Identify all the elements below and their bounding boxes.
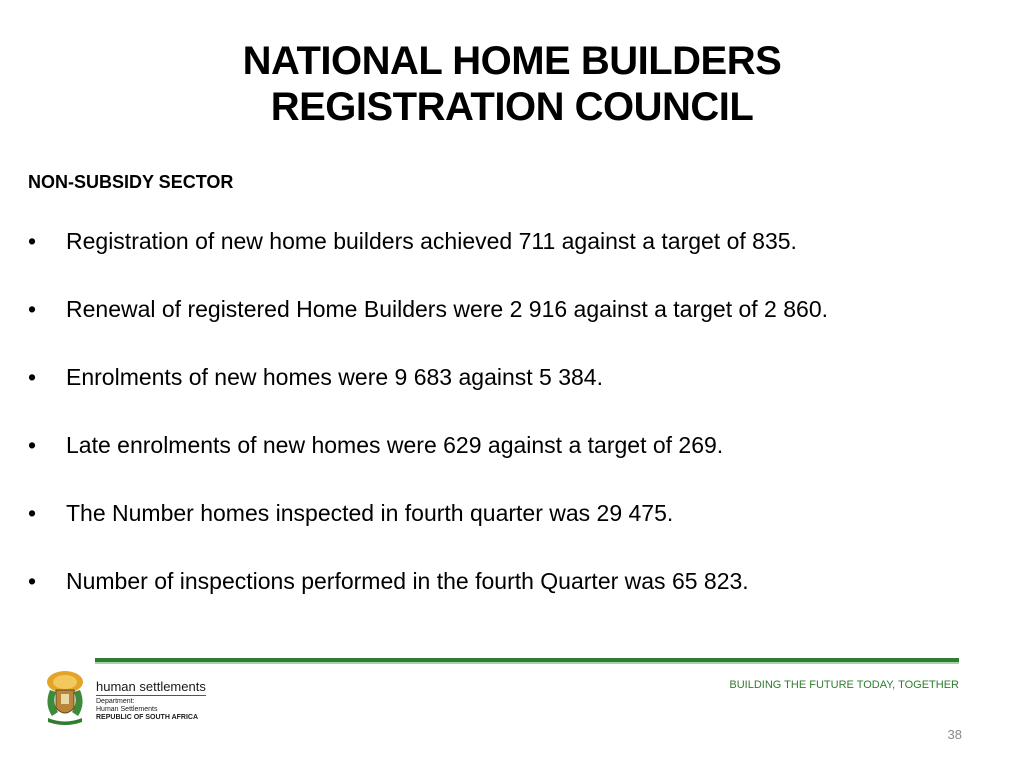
bullet-text: Number of inspections performed in the fourth Quarter was 65 823. [66,568,749,594]
bullet-symbol: • [28,432,37,458]
section-heading: NON-SUBSIDY SECTOR [28,172,234,192]
footer-divider-shadow [95,662,959,664]
bullet-text: Registration of new home builders achieved 711 against a target of 835. [66,228,797,254]
bullet-item [28,293,998,326]
slide-title-line-1: NATIONAL HOME BUILDERS [242,39,782,83]
slide-title [0,38,1024,130]
bullet-symbol: • [28,500,37,526]
department-rule [96,695,206,696]
coat-of-arms-icon [40,668,90,726]
bullet-item [28,361,998,394]
page-number: 38 [947,727,962,742]
footer-tagline: BUILDING THE FUTURE TODAY, TOGETHER [729,679,959,691]
bullet-text: The Number homes inspected in fourth quarter was 29 475. [66,500,674,526]
bullet-symbol: • [28,228,37,254]
bullet-text: Renewal of registered Home Builders were 2 916 against a target of 2 860. [66,296,828,322]
department-label: Department: [96,698,135,705]
department-country: REPUBLIC OF SOUTH AFRICA [96,714,199,721]
bullet-item [28,497,998,530]
bullet-text: Late enrolments of new homes were 629 against a target of 269. [66,432,724,458]
bullet-list [28,225,998,633]
bullet-text: Enrolments of new homes were 9 683 against 5 384. [66,364,603,390]
department-subname: Human Settlements [96,706,158,713]
bullet-item [28,429,998,462]
department-details [96,698,198,722]
bullet-symbol: • [28,568,37,594]
department-name: human settlements [96,679,206,694]
bullet-symbol: • [28,364,37,390]
bullet-item [28,565,998,598]
bullet-symbol: • [28,296,37,322]
slide-title-line-2: REGISTRATION COUNCIL [270,85,754,129]
bullet-item [28,225,998,258]
